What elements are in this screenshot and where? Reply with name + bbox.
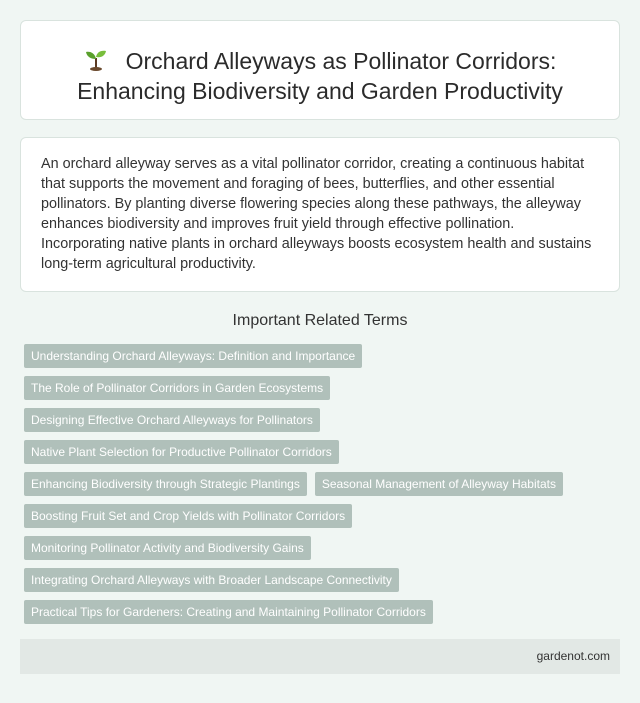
related-terms-list — [24, 344, 620, 632]
title-card — [20, 20, 620, 120]
term-tag[interactable]: Designing Effective Orchard Alleyways for Pollinators — [24, 408, 320, 432]
term-row — [24, 568, 620, 592]
term-tag[interactable]: Seasonal Management of Alleyway Habitats — [315, 472, 563, 496]
term-tag[interactable]: Monitoring Pollinator Activity and Biodiversity Gains — [24, 536, 311, 560]
intro-card — [20, 137, 620, 292]
term-tag[interactable]: Integrating Orchard Alleyways with Broader Landscape Connectivity — [24, 568, 399, 592]
intro-paragraph: An orchard alleyway serves as a vital pollinator corridor, creating a continuous habitat that supports the movement and foraging of bees, butterflies, and other essential pollinators. By planting diverse flowering species along these pathways, the alleyway enhances biodiversity and improves fruit yield through effective pollination. Incorporating native plants in orchard alleyways boosts ecosystem health and sustains long-term agricultural productivity. — [41, 156, 592, 272]
term-tag[interactable]: Understanding Orchard Alleyways: Definition and Importance — [24, 344, 362, 368]
term-row — [24, 536, 620, 560]
term-tag[interactable]: Native Plant Selection for Productive Pollinator Corridors — [24, 440, 339, 464]
term-row — [24, 440, 620, 464]
term-row — [24, 504, 620, 528]
seedling-icon — [84, 47, 108, 71]
term-tag[interactable]: Boosting Fruit Set and Crop Yields with Pollinator Corridors — [24, 504, 352, 528]
term-row — [24, 600, 620, 624]
term-tag[interactable]: The Role of Pollinator Corridors in Garden Ecosystems — [24, 376, 330, 400]
term-row — [24, 344, 620, 368]
term-row — [24, 408, 620, 432]
term-tag[interactable]: Practical Tips for Gardeners: Creating and Maintaining Pollinator Corridors — [24, 600, 433, 624]
title-line-1: Orchard Alleyways as Pollinator Corridors: — [125, 48, 557, 74]
page-title — [21, 46, 619, 106]
footer — [20, 639, 620, 674]
footer-site-link[interactable]: gardenot.com — [536, 649, 610, 663]
title-line-2: Enhancing Biodiversity and Garden Productivity — [77, 78, 563, 104]
term-tag[interactable]: Enhancing Biodiversity through Strategic Plantings — [24, 472, 307, 496]
term-row — [24, 376, 620, 400]
term-row — [24, 472, 620, 496]
terms-heading: Important Related Terms — [232, 312, 408, 329]
